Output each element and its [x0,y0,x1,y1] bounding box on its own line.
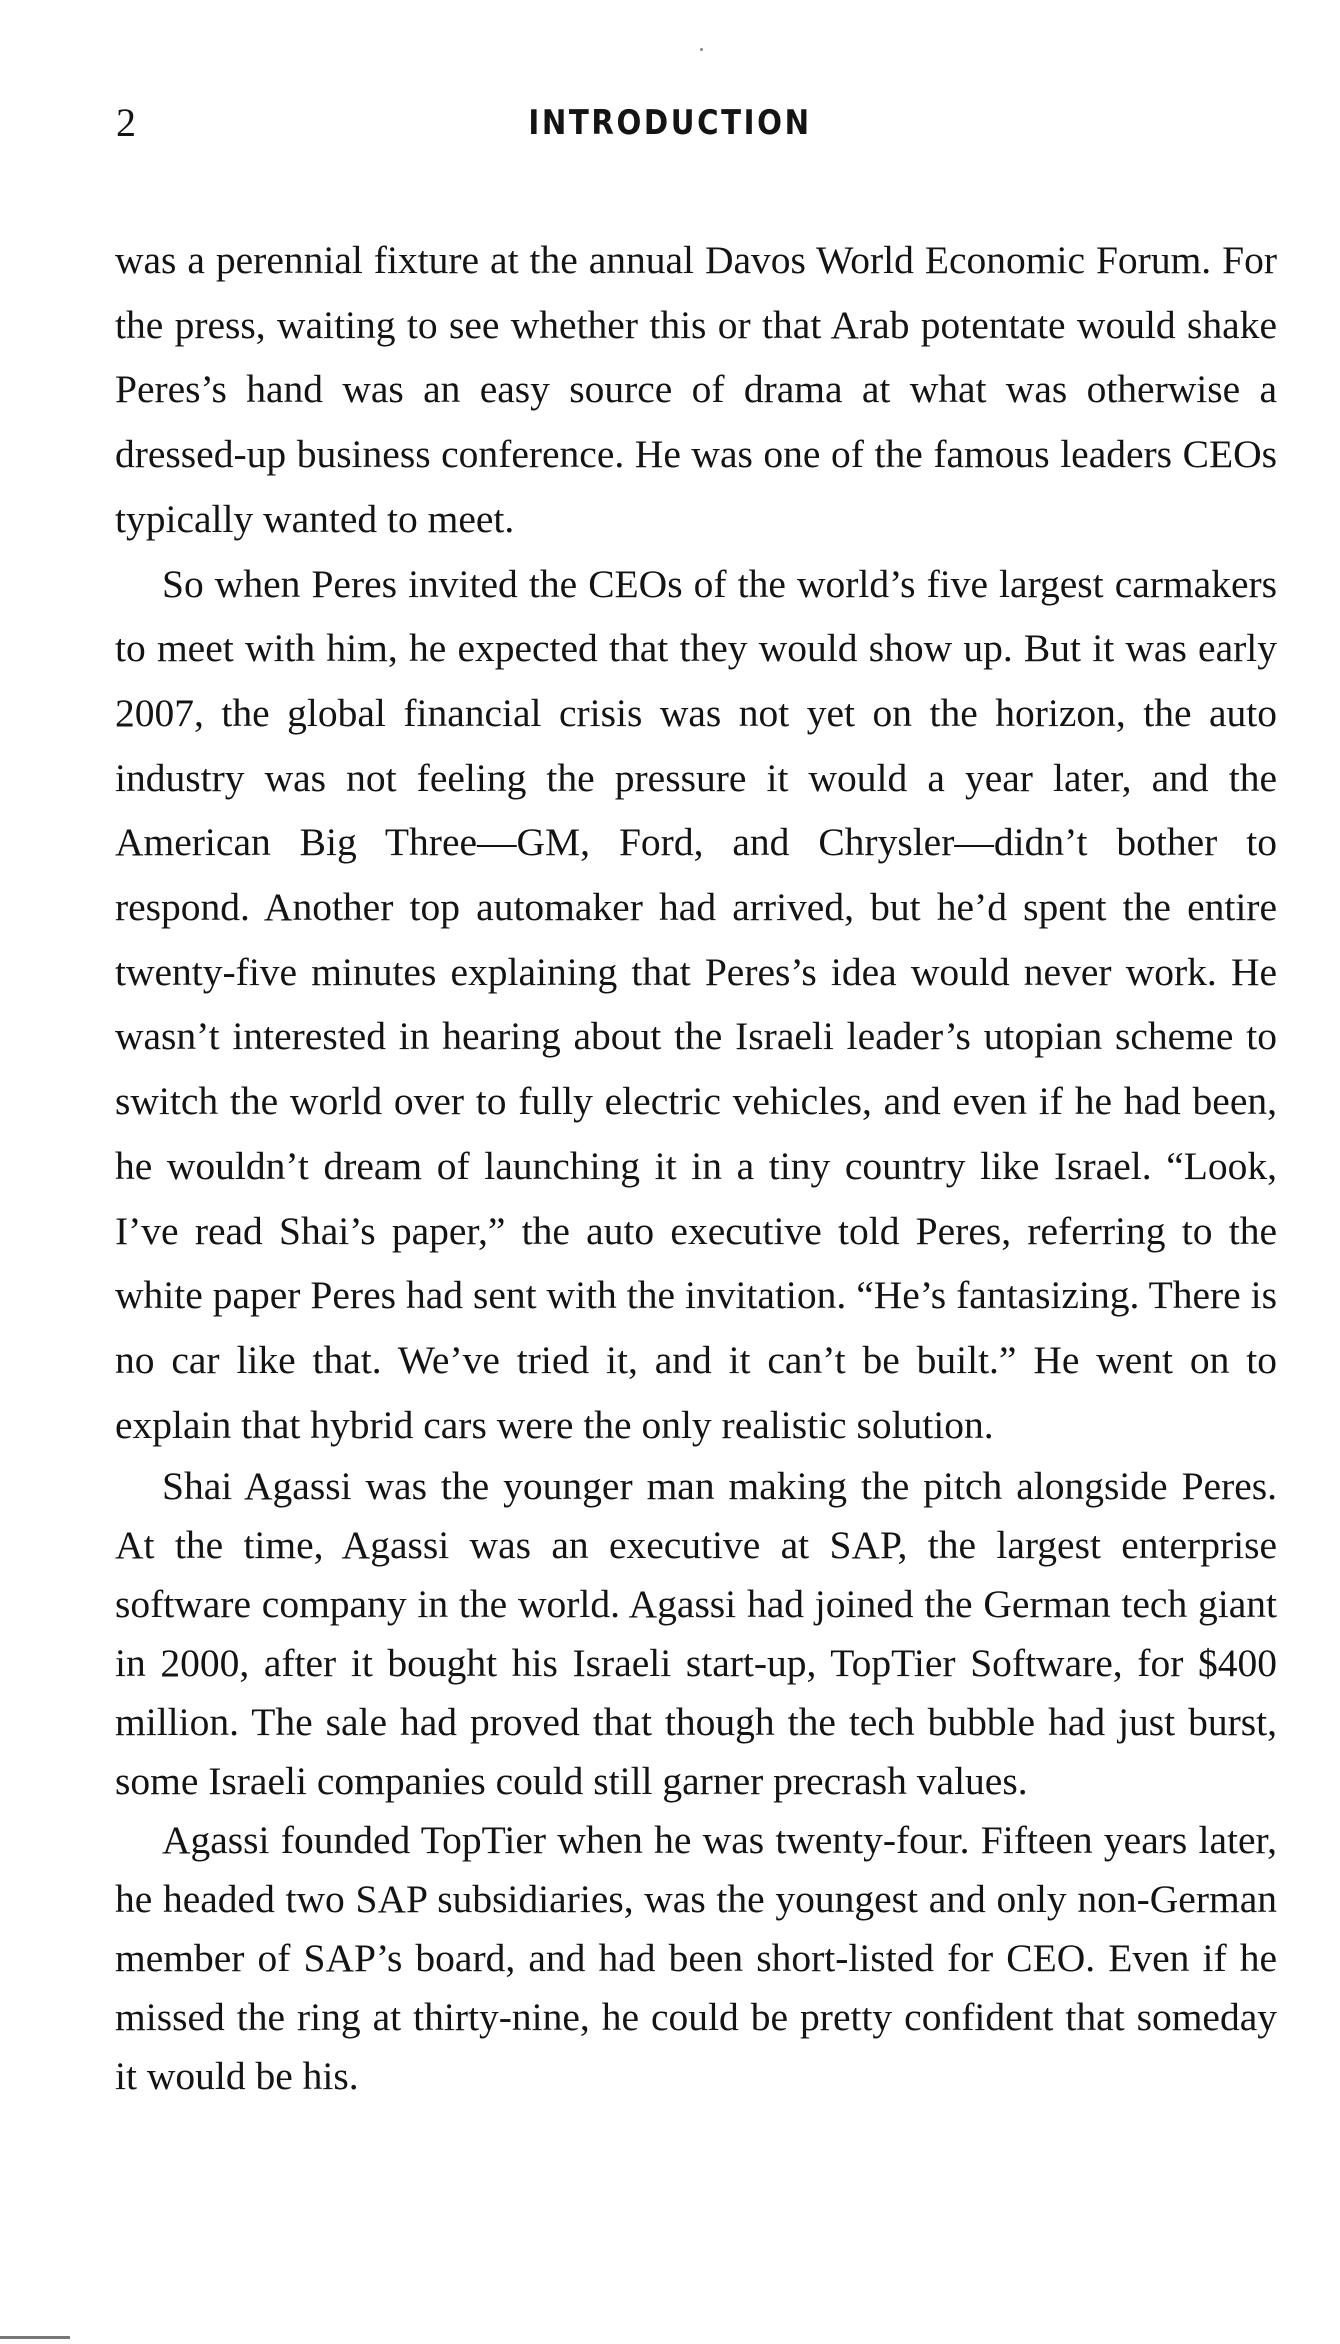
paragraph-1: was a perennial fixture at the annual Davos World Economic Forum. For the press, waiting to see whether this or that Arab potentate would shake Peres’s hand was an easy source of drama at what was otherwise a dressed-up business conference. He was one of the famous leaders CEOs typically wanted to meet. [115,238,1277,541]
scan-edge-mark [0,2336,70,2339]
page-number: 2 [116,100,136,145]
print-speck [700,48,703,51]
body-text [115,228,1277,2106]
paragraph-4: Agassi founded TopTier when he was twenty-four. Fifteen years later, he headed two SAP subsidiaries, was the youngest and only non-German member of SAP’s board, and had been short-listed for CEO. Even if he missed the ring at thirty-nine, he could be pretty confident that someday it would be his. [115,1818,1277,2099]
chapter-title: INTRODUCTION [528,103,812,143]
paragraph-2: So when Peres invited the CEOs of the world’s five largest carmakers to meet with him, he expected that they would show up. But it was early 2007, the global financial crisis was not yet on the horizon, the auto industry was not feeling the pressure it would a year later, and the American Big Three—GM, Ford, and Chrysler—didn’t bother to respond. Another top automaker had arrived, but he’d spent the entire twenty-five minutes explaining that Peres’s idea would never work. He wasn’t interested in hearing about the Israeli leader’s utopian scheme to switch the world over to fully electric vehicles, and even if he had been, he wouldn’t dream of launching it in a tiny country like Israel. “Look, I’ve read Shai’s paper,” the auto executive told Peres, referring to the white paper Peres had sent with the invitation. “He’s fantasizing. There is no car like that. We’ve tried it, and it can’t be built.” He went on to explain that hybrid cars were the only realistic solution. [115,561,1277,1447]
paragraph-3: Shai Agassi was the younger man making the pitch alongside Peres. At the time, Agassi was an executive at SAP, the largest enterprise software company in the world. Agassi had joined the German tech giant in 2000, after it bought his Israeli start-up, TopTier Software, for $400 million. The sale had proved that though the tech bubble had just burst, some Israeli companies could still garner precrash values. [115,1464,1277,1804]
running-head [112,98,1228,148]
